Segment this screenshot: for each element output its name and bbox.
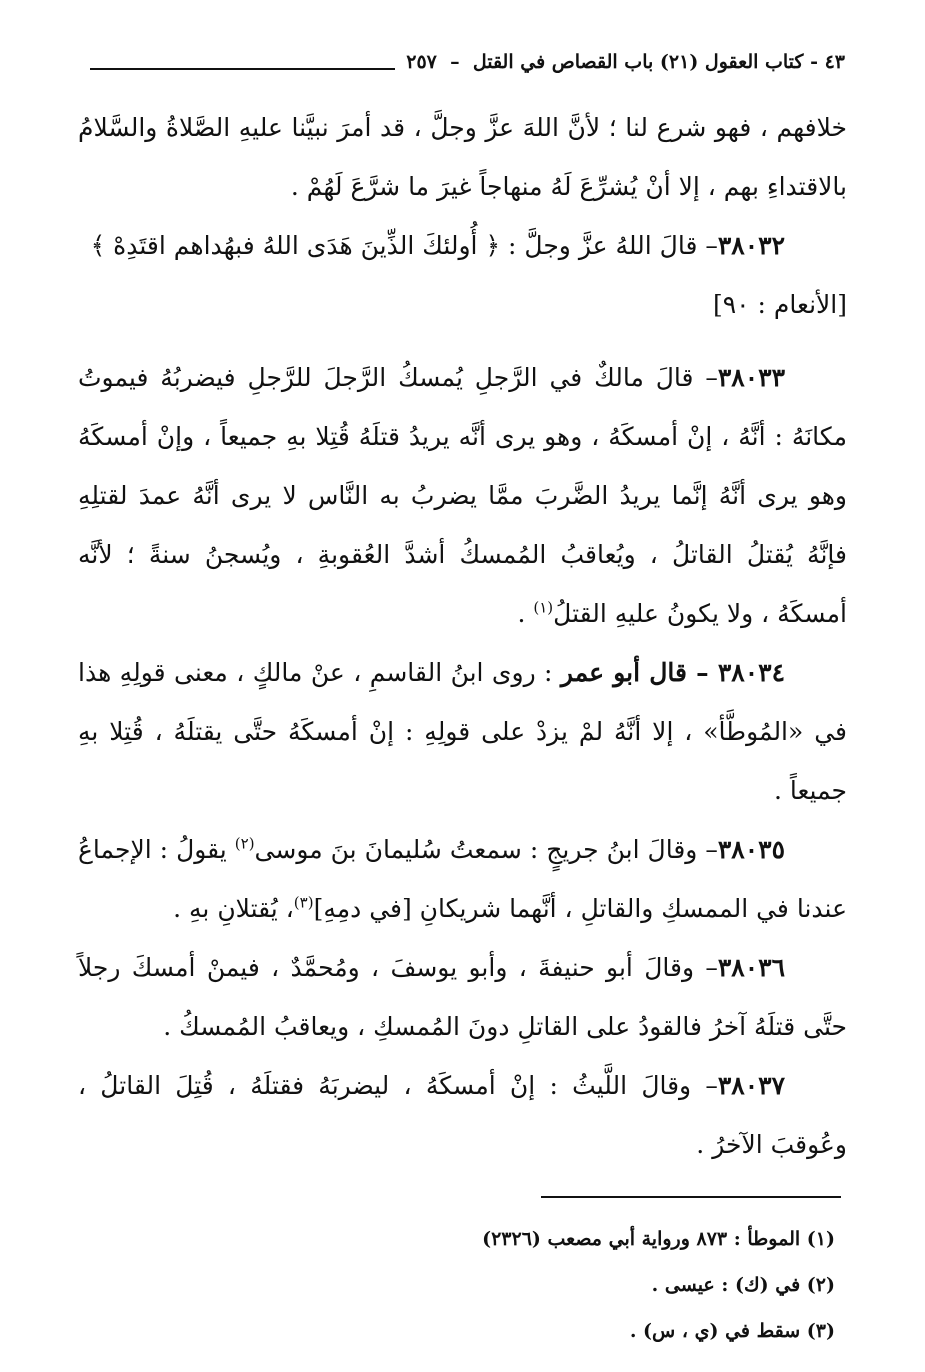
paragraph-text: – قالَ مالكٌ في الرَّجلِ يُمسكُ الرَّجلَ للرَّجلِ فيضربُهُ فيموتُ مكانَهُ : أنَّهُ ، إنْ أمسكَهُ ، وهو يرى أنَّه يريدُ قتلَهُ قُتِلا بهِ جميعاً ، وإنْ أمسكَهُ وهو يرى أنَّهُ إنَّما يريدُ الضَّربَ ممَّا يضربُ به النَّاس لا يرى أنَّهُ عمدَ لقتلِهِ فإنَّهُ يُقتلُ القاتلُ ، ويُعاقبُ المُمسكُ أشدَّ العُقوبةِ ، ويُسجنُ سنةً ؛ لأنَّه أمسكَهُ ، ولا يكونُ عليهِ القتلُ <box>78 363 847 628</box>
author-lead: – قال أبو عمر <box>560 658 718 687</box>
paragraph-number: ٣٨٠٣٥ <box>717 835 785 864</box>
footnote-1: (١) الموطأ : ٨٧٣ ورواية أبي مصعب (٢٣٢٦) <box>482 1228 835 1250</box>
paragraph-38036 <box>78 938 847 1056</box>
quran-reference-text: [الأنعام : ٩٠] <box>712 290 847 319</box>
paragraph-text: : روى ابنُ القاسمِ ، عنْ مالكٍ ، معنى قولِهِ هذا في «المُوطَّأ» ، إلا أنَّهُ لمْ يزدْ على قولِهِ : إنْ أمسكَهُ حتَّى يقتلَهُ ، قُتِلا بهِ جميعاً . <box>78 658 847 805</box>
footnote-3: (٣) سقط في (ي ، س) . <box>629 1320 835 1342</box>
paragraph-text-a: – وقالَ ابنُ جريجٍ : سمعتُ سُليمانَ بنَ موسى <box>254 835 718 864</box>
paragraph-text: – وقالَ اللَّيثُ : إنْ أمسكَهُ ، ليضربَهُ فقتلَهُ ، قُتِلَ القاتلُ ، وعُوقبَ الآخرُ . <box>78 1071 847 1159</box>
continuation-line-1: خلافهم ، فهو شرع لنا ؛ لأنَّ اللهَ عزَّ وجلَّ ، قد أمرَ نبيَّنا عليهِ الصَّلاةُ والسَّلامُ <box>78 113 847 142</box>
footnote-2: (٢) في (ك) : عيسى . <box>651 1274 835 1296</box>
continuation-line-2: بالاقتداءِ بهم ، إلا أنْ يُشرِّعَ لَهُ منهاجاً غيرَ ما شرَّعَ لَهُمْ . <box>290 172 847 201</box>
footnote-ref-2[interactable]: (٢) <box>234 834 255 853</box>
paragraph-end: . <box>517 599 534 628</box>
paragraph-number: ٣٨٠٣٢ <box>717 231 785 260</box>
running-header <box>90 42 845 82</box>
paragraph-38035 <box>78 820 847 938</box>
paragraph-38033 <box>78 348 847 643</box>
header-title-line: ٤٣ - كتاب العقول (٢١) باب القصاص في القتل – ٢٥٧ <box>406 51 845 73</box>
paragraph-38037 <box>78 1056 847 1174</box>
footnotes <box>90 1216 835 1354</box>
paragraph-text: – قالَ اللهُ عزَّ وجلَّ : ﴿ أُولئكَ الذِّينَ هَدَى اللهُ فبهُداهم اقتَدِهْ ﴾ <box>90 231 718 260</box>
page-number: ٢٥٧ <box>406 51 437 73</box>
header-rule <box>90 68 395 70</box>
paragraph-continuation <box>78 98 847 216</box>
footnote-rule <box>541 1196 841 1198</box>
paragraph-number: ٣٨٠٣٧ <box>717 1071 785 1100</box>
header-title: ٤٣ - كتاب العقول (٢١) باب القصاص في القتل <box>472 51 845 73</box>
quran-reference <box>78 275 847 334</box>
main-text <box>78 98 847 1174</box>
paragraph-38034 <box>78 643 847 820</box>
spacer <box>78 334 847 348</box>
paragraph-number: ٣٨٠٣٤ <box>717 658 786 687</box>
footnote-ref-1[interactable]: (١) <box>533 598 554 617</box>
paragraph-text-b: يقولُ : الإجماعُ عندنا في الممسكِ والقاتلِ ، أنَّهما شريكانِ [في دمِهِ] <box>78 835 847 923</box>
paragraph-text-c: ، يُقتلانِ بهِ . <box>173 894 294 923</box>
footnote-ref-3[interactable]: (٣) <box>293 893 314 912</box>
paragraph-number: ٣٨٠٣٦ <box>717 953 785 982</box>
paragraph-text: – وقالَ أبو حنيفةَ ، وأبو يوسفَ ، ومُحمَّدٌ ، فيمنْ أمسكَ رجلاً حتَّى قتلَهُ آخرُ فالقودُ على القاتلِ دونَ المُمسكِ ، ويعاقبُ المُمسكُ . <box>78 953 847 1041</box>
paragraph-number: ٣٨٠٣٣ <box>717 363 785 392</box>
paragraph-38032 <box>78 216 847 275</box>
